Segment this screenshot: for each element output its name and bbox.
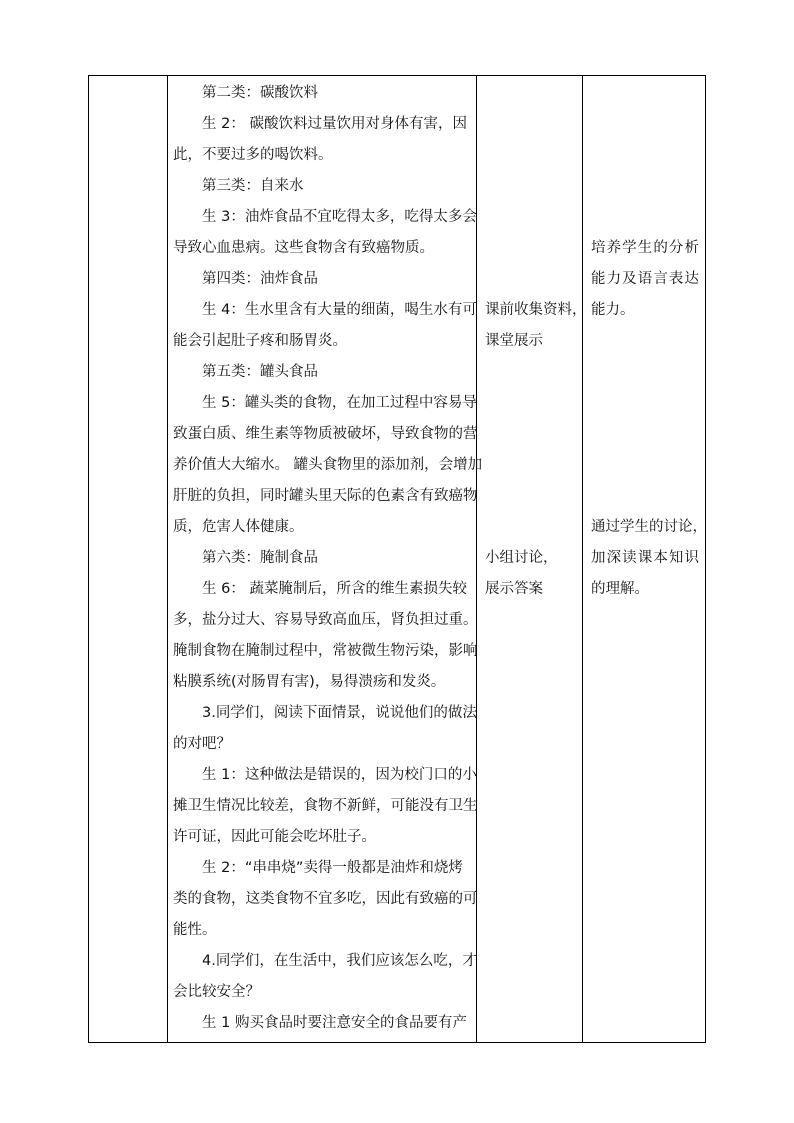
method-line: 课前收集资料， — [485, 302, 587, 318]
answer-line: 生 1：这种做法是错误的，因为校门口的小 — [202, 767, 477, 783]
answer-line: 许可证，因此可能会吃坏肚子。 — [173, 829, 376, 845]
answer-line: 生 6： 蔬菜腌制后，所含的维生素损失较 — [202, 581, 467, 597]
answer-line: 粘膜系统(对肠胃有害)，易得溃疡和发炎。 — [173, 674, 446, 690]
answer-line: 此，不要过多的喝饮料。 — [173, 147, 333, 163]
answer-line: 肝脏的负担，同时罐头里天际的色素含有致癌物 — [173, 488, 478, 504]
answer-line: 导致心血患病。这些食物含有致癌物质。 — [173, 240, 434, 256]
category-heading-4: 第四类：油炸食品 — [202, 271, 318, 287]
category-heading-6: 第六类：腌制食品 — [202, 550, 318, 566]
intent-line: 能力及语言表达 — [591, 271, 699, 287]
answer-line: 生 4：生水里含有大量的细菌，喝生水有可 — [202, 302, 477, 318]
answer-line: 摊卫生情况比较差，食物不新鲜，可能没有卫生 — [173, 798, 478, 814]
empty-first-cell — [89, 76, 167, 1042]
answer-line: 生 2：“串串烧”卖得一般都是油炸和烧烤 — [202, 860, 463, 876]
question-line: 4.同学们，在生活中，我们应该怎么吃，才 — [202, 953, 477, 969]
answer-line: 生 1 购买食品时要注意安全的食品要有产 — [202, 1015, 467, 1031]
answer-line: 多，盐分过大、容易导致高血压，肾负担过重。 — [173, 612, 478, 628]
answer-line: 能会引起肚子疼和肠胃炎。 — [173, 333, 347, 349]
main-content-cell — [167, 76, 483, 1042]
design-intent-cell — [582, 76, 707, 1042]
answer-line: 生 2： 碳酸饮料过量饮用对身体有害，因 — [202, 116, 467, 132]
method-line: 小组讨论， — [485, 550, 558, 566]
question-line: 3.同学们，阅读下面情景，说说他们的做法 — [202, 705, 477, 721]
category-heading-2: 第二类：碳酸饮料 — [202, 85, 318, 101]
answer-line: 生 3：油炸食品不宜吃得太多，吃得太多会 — [202, 209, 477, 225]
intent-line: 通过学生的讨论， — [591, 519, 707, 535]
answer-line: 质，危害人体健康。 — [173, 519, 304, 535]
category-heading-5: 第五类：罐头食品 — [202, 364, 318, 380]
intent-line: 的理解。 — [591, 581, 649, 597]
method-line: 展示答案 — [485, 581, 543, 597]
answer-line: 腌制食物在腌制过程中，常被微生物污染，影响 — [173, 643, 478, 659]
category-heading-3: 第三类：自来水 — [202, 178, 304, 194]
question-line: 的对吧？ — [173, 736, 231, 752]
answer-line: 生 5：罐头类的食物，在加工过程中容易导 — [202, 395, 477, 411]
teaching-method-cell — [476, 76, 587, 1042]
answer-line: 养价值大大缩水。 罐头食物里的添加剂，会增加 — [173, 457, 483, 473]
intent-line: 能力。 — [591, 302, 635, 318]
question-line: 会比较安全？ — [173, 984, 260, 1000]
intent-line: 加深读课本知识 — [591, 550, 699, 566]
intent-line: 培养学生的分析 — [591, 240, 699, 256]
answer-line: 能性。 — [173, 922, 217, 938]
lesson-table — [88, 75, 706, 1043]
answer-line: 类的食物，这类食物不宜多吃，因此有致癌的可 — [173, 891, 478, 907]
method-line: 课堂展示 — [485, 333, 543, 349]
answer-line: 致蛋白质、维生素等物质被破坏，导致食物的营 — [173, 426, 478, 442]
